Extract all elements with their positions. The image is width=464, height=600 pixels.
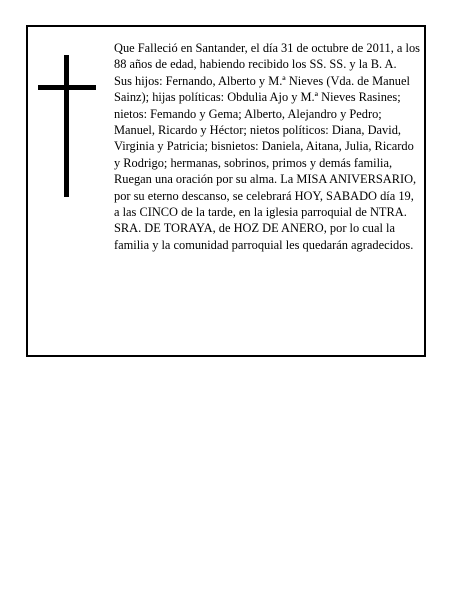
death-announcement-paragraph: Que Falleció en Santander, el día 31 de octubre de 2011, a los 88 años de edad, habiendo recibido los SS. SS. y la B. A. [114, 41, 420, 72]
mass-announcement-paragraph: Ruegan una oración por su alma. La MISA ANIVERSARIO, por su eterno descanso, se celebrará HOY, SABADO día 19, a las CINCO de la tarde, en la iglesia parroquial de NTRA. SRA. DE TORAYA, de HOZ DE ANERO, por lo cual la familia y la comunidad parroquial les quedarán agradecidos. [114, 172, 417, 252]
obituary-notice [26, 25, 426, 357]
family-list-paragraph: Sus hijos: Fernando, Alberto y M.ª Nieves (Vda. de Manuel Sainz); hijas políticas: Obdulia Ajo y M.ª Nieves Rasines; nietos: Femando y Gema; Alberto, Alejandro y Pedro; Manuel, Ricardo y Héctor; nietos políticos: Diana, David, Virginia y Patricia; bisnietos: Daniela, Aitana, Julia, Ricardo y Rodrigo; hermanas, sobrinos, primos y demás familia, [114, 73, 414, 170]
cross-vertical-bar [64, 55, 69, 197]
cross-icon [38, 55, 96, 197]
cross-horizontal-bar [38, 85, 96, 90]
notice-text [114, 40, 420, 253]
